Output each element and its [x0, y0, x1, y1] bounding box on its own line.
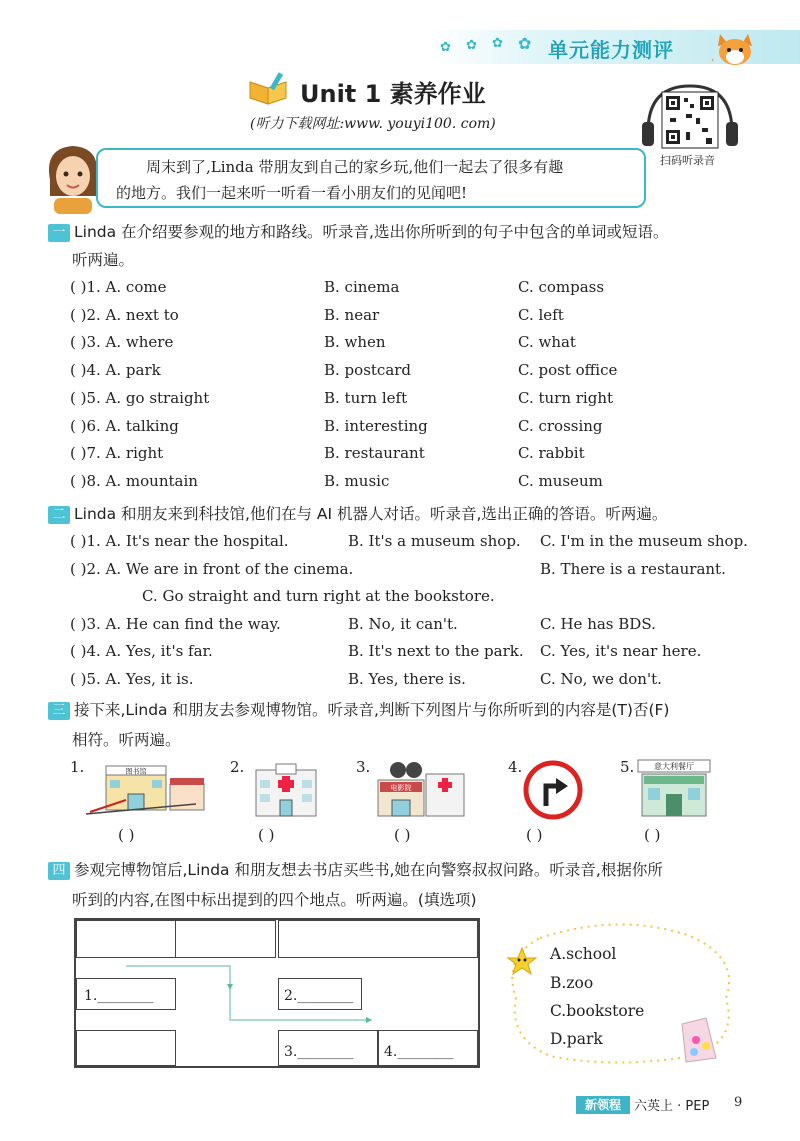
question-row — [70, 468, 770, 496]
fox-mascot-icon — [712, 30, 760, 70]
option-item: C.bookstore — [550, 1002, 645, 1020]
option-c: C. Yes, it's near here. — [540, 642, 702, 661]
option-c: C. compass — [518, 278, 605, 296]
option-b: B. music — [324, 471, 390, 490]
cinema-hospital-picture — [372, 760, 468, 820]
question-row — [70, 357, 770, 385]
option-a[interactable]: ( )5. A. Yes, it is. — [70, 670, 194, 688]
option-b: B. It's a museum shop. — [348, 532, 521, 550]
picture-number: 2. — [230, 758, 245, 776]
footer-brand-badge: 新领程 — [576, 1096, 630, 1114]
option-c: C. turn right — [518, 388, 614, 407]
question-row — [70, 666, 770, 694]
option-b: B. cinema — [324, 278, 400, 296]
library-sign: 图书馆 — [125, 767, 147, 776]
question-stem[interactable]: ( )6. A. talking — [70, 416, 179, 435]
option-c: C. I'm in the museum shop. — [540, 532, 748, 550]
page-number: 9 — [734, 1095, 743, 1110]
restaurant-sign: 意大利餐厅 — [654, 762, 694, 771]
paw-icon: ✿ — [518, 34, 532, 53]
qr-caption: 扫码听录音 — [660, 154, 715, 167]
map-label-3[interactable]: 3.________ — [284, 1044, 354, 1060]
map-label-1[interactable]: 1.________ — [84, 988, 154, 1004]
download-url-note: (听力下载网址:www. youyi100. com) — [250, 116, 496, 132]
map-label-2[interactable]: 2.________ — [284, 988, 354, 1004]
instruction-text: Linda 和朋友来到科技馆,他们在与 AI 机器人对话。听录音,选出正确的答语。听两遍。 — [74, 505, 668, 523]
answer-blank[interactable]: ( ) — [258, 826, 275, 844]
option-c: C. He has BDS. — [540, 614, 656, 633]
question-row — [70, 302, 770, 330]
option-c: C. crossing — [518, 416, 603, 435]
section-badge: 一 — [48, 224, 70, 242]
answer-blank[interactable]: ( ) — [118, 826, 135, 844]
intro-speech-bubble — [96, 148, 646, 208]
option-c: C. post office — [518, 361, 618, 380]
street-map — [74, 918, 480, 1068]
paw-icon: ✿ — [440, 40, 451, 55]
option-a[interactable]: ( )2. A. We are in front of the cinema. — [70, 559, 354, 578]
italian-restaurant-picture — [634, 758, 714, 820]
intro-line: 周末到了,Linda 带朋友到自己的家乡玩,他们一起去了很多有趣 — [146, 158, 564, 176]
option-a[interactable]: ( )3. A. He can find the way. — [70, 614, 281, 633]
option-c: C. rabbit — [518, 444, 585, 463]
question-stem[interactable]: ( )5. A. go straight — [70, 388, 210, 407]
instruction-text: 接下来,Linda 和朋友去参观博物馆。听录音,判断下列图片与你所听到的内容是(T)否(F) — [74, 701, 670, 719]
options-list — [508, 925, 738, 1065]
option-c: B. There is a restaurant. — [540, 559, 726, 578]
option-a: C. Go straight and turn right at the bookstore. — [142, 587, 495, 606]
option-b: B. No, it can't. — [348, 614, 458, 633]
question-stem[interactable]: ( )3. A. where — [70, 333, 174, 352]
question-row — [70, 385, 770, 413]
option-b: B. turn left — [324, 388, 408, 407]
picture-number: 4. — [508, 758, 523, 776]
question-row — [70, 413, 770, 441]
page-title: Unit 1 素养作业 — [300, 80, 486, 108]
option-c: C. what — [518, 333, 576, 352]
question-stem[interactable]: ( )8. A. mountain — [70, 471, 198, 490]
paw-icon: ✿ — [492, 36, 503, 51]
option-b: B. near — [324, 305, 380, 324]
library-picture — [86, 760, 210, 820]
question-stem[interactable]: ( )4. A. park — [70, 361, 161, 380]
option-c: C. museum — [518, 471, 603, 490]
turn-right-sign-icon — [522, 760, 584, 820]
question-row — [70, 329, 770, 357]
picture-number: 3. — [356, 758, 371, 776]
question-row — [70, 556, 770, 584]
option-b: B. restaurant — [324, 444, 425, 463]
option-b: B. Yes, there is. — [348, 670, 466, 688]
option-b: B. interesting — [324, 416, 428, 435]
question-stem[interactable]: ( )7. A. right — [70, 444, 164, 463]
section2-instruction — [48, 500, 788, 528]
book-pencil-icon — [248, 72, 292, 106]
question-stem[interactable]: ( )2. A. next to — [70, 305, 179, 324]
section1-instruction-cont: 听两遍。 — [72, 251, 135, 269]
section-badge: 四 — [48, 862, 70, 880]
instruction-text: Linda 在介绍要参观的地方和路线。听录音,选出你所听到的句子中包含的单词或短语。 — [74, 223, 669, 241]
option-a[interactable]: ( )4. A. Yes, it's far. — [70, 642, 213, 661]
option-item: D.park — [550, 1030, 603, 1048]
qr-code-headphones-icon[interactable] — [640, 82, 740, 154]
section-badge: 二 — [48, 506, 70, 524]
question-stem[interactable]: ( )1. A. come — [70, 278, 167, 296]
question-row — [70, 440, 770, 468]
option-b: B. postcard — [324, 361, 412, 380]
section-badge: 三 — [48, 702, 70, 720]
option-c: C. left — [518, 305, 564, 324]
footer-book-label: 六英上 · PEP — [634, 1099, 710, 1114]
option-c: C. No, we don't. — [540, 670, 662, 688]
cinema-sign: 电影院 — [390, 784, 412, 792]
picture-number: 1. — [70, 758, 85, 776]
question-row — [70, 528, 770, 556]
instruction-text: 参观完博物馆后,Linda 和朋友想去书店买些书,她在向警察叔叔问路。听录音,根据你所 — [74, 861, 663, 879]
answer-blank[interactable]: ( ) — [644, 826, 661, 844]
map-label-4[interactable]: 4.________ — [384, 1044, 454, 1060]
section3-instruction — [48, 696, 788, 724]
picture-number: 5. — [620, 758, 635, 776]
section3-instruction-cont: 相符。听两遍。 — [72, 731, 181, 749]
option-a[interactable]: ( )1. A. It's near the hospital. — [70, 532, 289, 550]
question-row — [70, 638, 770, 666]
question-row — [70, 274, 770, 302]
banner-title: 单元能力测评 — [548, 38, 674, 62]
option-item: A.school — [550, 945, 617, 963]
answer-blank[interactable]: ( ) — [394, 826, 411, 844]
question-row — [70, 611, 770, 639]
section4-instruction-cont: 听到的内容,在图中标出提到的四个地点。听两遍。(填选项) — [72, 891, 477, 909]
answer-blank[interactable]: ( ) — [526, 826, 543, 844]
hospital-picture — [246, 760, 326, 820]
option-item: B.zoo — [550, 974, 594, 992]
option-b: B. when — [324, 333, 386, 352]
option-b: B. It's next to the park. — [348, 642, 524, 661]
section4-instruction — [48, 856, 788, 884]
paw-icon: ✿ — [466, 38, 477, 53]
intro-line: 的地方。我们一起来听一听看一看小朋友们的见闻吧! — [116, 184, 468, 202]
question-row — [70, 583, 770, 611]
section1-instruction — [48, 218, 768, 246]
